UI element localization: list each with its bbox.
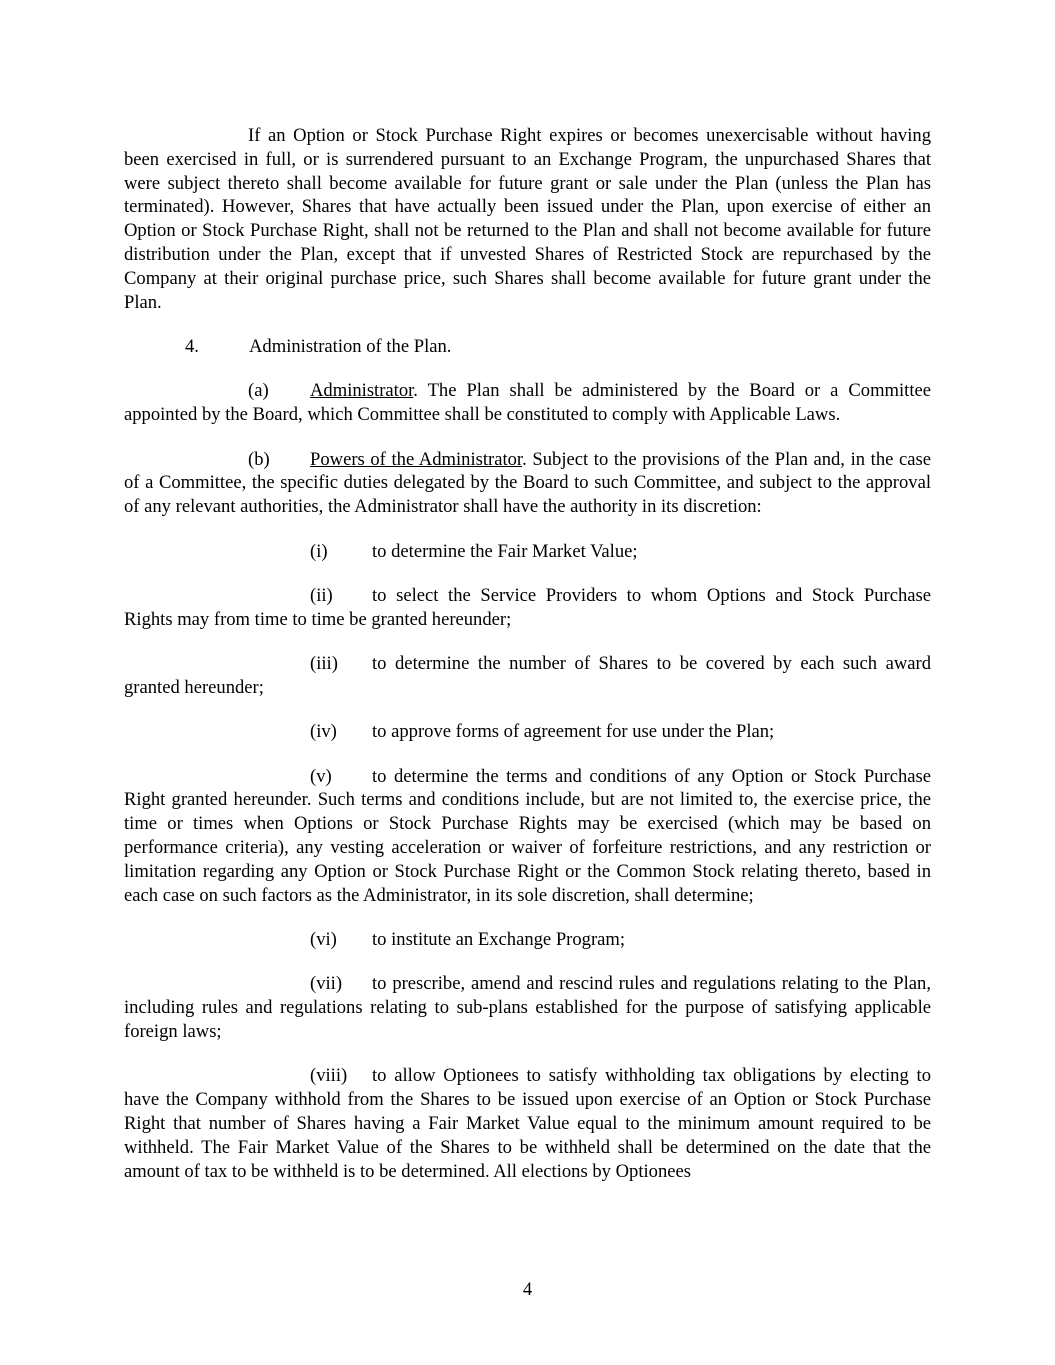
subsection-a-label: (a) — [248, 380, 269, 402]
list-item-text: to determine the Fair Market Value; — [372, 540, 638, 562]
section-heading — [124, 335, 931, 359]
list-item-label: (vi) — [310, 929, 337, 951]
list-item — [124, 584, 931, 632]
subsection-b-heading: Powers of the Administrator — [310, 448, 523, 470]
section-title: Administration of the Plan. — [249, 335, 452, 357]
list-item — [124, 1064, 931, 1183]
list-item-label: (ii) — [310, 584, 333, 606]
list-item — [124, 652, 931, 700]
list-item-label: (i) — [310, 540, 328, 562]
list-item-text: to institute an Exchange Program; — [372, 929, 626, 951]
list-item — [124, 540, 931, 564]
page-number: 4 — [522, 1279, 533, 1300]
document-page — [124, 124, 931, 1204]
list-item — [124, 928, 931, 952]
subsection-a — [124, 379, 931, 427]
list-item-text: to determine the terms and conditions of any Option or Stock Purchase Right granted hereunder. Such terms and conditions include, but are not limited to, the exercise price, the time or times when Options or Stock Purchase Rights may be exercised (which may be based on performance criteria), any vesting acceleration or waiver of forfeiture restrictions, and any restriction or limitation regarding any Option or Stock Purchase Right or the Common Stock relating thereto, based in each case on such factors as the Administrator, in its sole discretion, shall determine; — [124, 765, 931, 906]
list-item-label: (iii) — [310, 653, 338, 675]
subsection-b-label: (b) — [248, 448, 270, 470]
list-item — [124, 765, 931, 908]
list-item-text: to determine the number of Shares to be covered by each such award granted hereunder; — [124, 653, 931, 698]
list-item-label: (iv) — [310, 721, 337, 743]
subsection-a-heading: Administrator — [310, 380, 414, 402]
list-item-text: to allow Optionees to satisfy withholding tax obligations by electing to have the Company withhold from the Shares to be issued upon exercise of an Option or Stock Purchase Right that number of Shares having a Fair Market Value equal to the minimum amount required to be withheld. The Fair Market Value of the Shares to be withheld shall be determined on the date that the amount of tax to be withheld is to be determined. All elections by Optionees — [124, 1065, 931, 1182]
list-item-text: to select the Service Providers to whom Options and Stock Purchase Rights may from time to time be granted hereunder; — [124, 584, 931, 630]
list-item-text: to approve forms of agreement for use under the Plan; — [372, 721, 775, 743]
list-item — [124, 720, 931, 744]
list-item-label: (v) — [310, 765, 332, 787]
section-number: 4. — [185, 335, 199, 357]
list-item-label: (vii) — [310, 973, 343, 995]
intro-paragraph: If an Option or Stock Purchase Right expires or becomes unexercisable without having been exercised in full, or is surrendered pursuant to an Exchange Program, the unpurchased Shares that were subject thereto shall become available for future grant or sale under the Plan (unless the Plan has terminated). However, Shares that have actually been issued under the Plan, upon exercise of either an Option or Stock Purchase Right, shall not be returned to the Plan and shall not become available for future distribution under the Plan, except that if unvested Shares of Restricted Stock are repurchased by the Company at their original purchase price, such Shares shall become available for future grant under the Plan. — [124, 125, 931, 313]
subsection-a-text: . The Plan shall be administered by the Board or a Committee appointed by the Board, which Committee shall be constituted to comply with Applicable Laws. — [124, 380, 931, 426]
subsection-b-text: . Subject to the provisions of the Plan and, in the case of a Committee, the specific duties delegated by the Board to such Committee, and subject to the approval of any relevant authorities, the Administrator shall have the authority in its discretion: — [124, 448, 932, 518]
list-item — [124, 972, 931, 1043]
subsection-b — [124, 448, 931, 519]
list-item-text: to prescribe, amend and rescind rules and regulations relating to the Plan, including rules and regulations relating to sub-plans established for the purpose of satisfying applicable foreign laws; — [124, 973, 931, 1043]
list-item-label: (viii) — [310, 1065, 348, 1087]
